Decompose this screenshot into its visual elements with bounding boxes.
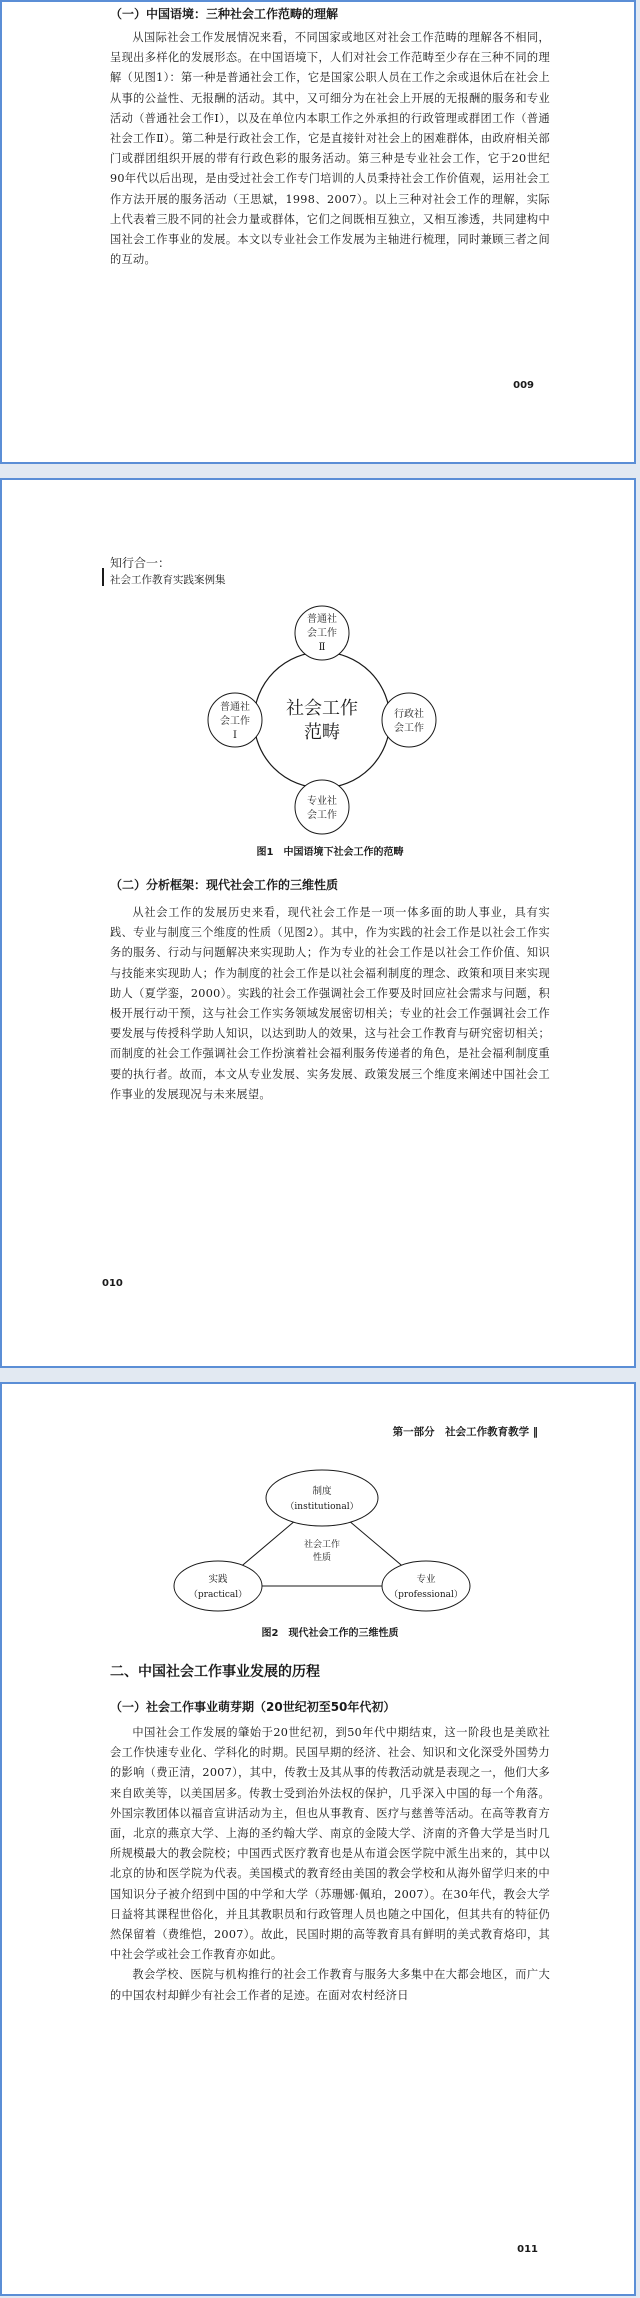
- figure-1-caption: 图1 中国语境下社会工作的范畴: [256, 847, 404, 858]
- chapter-heading: 二、中国社会工作事业发展的历程: [110, 1664, 320, 1680]
- bottom-label-1: 专业社: [307, 796, 337, 807]
- paragraph: 从社会工作的发展历史来看，现代社会工作是一项一体多面的助人事业，具有实践、专业与制度三个维度的性质（见图2）。其中，作为实践的社会工作是以社会工作实务的服务、行动与问题解决来实现助人；作为专业的社会工作是以社会工作价值、知识与技能来实现助人；作为制度的社会工作是以社会福利制度的理念、政策和项目来实现助人（夏学銮，2000）。实践的社会工作强调社会工作要及时回应社会需求与问题，积极开展行动干预，这与社会工作实务领域发展密切相关；专业的社会工作强调社会工作要发展与传授科学助人知识，以达到助人的效果，这与社会工作教育与研究密切相关；而制度的社会工作强调社会工作扮演着社会福利服务传递者的角色，是社会福利制度重要的执行者。故而，本文从专业发展、实务发展、政策发展三个维度来阐述中国社会工作事业的发展现况与未来展望。: [110, 906, 550, 1101]
- right-label-2: 会工作: [394, 723, 424, 734]
- page-011: [0, 1382, 636, 2296]
- top-ellipse: [266, 1470, 378, 1526]
- page-009-body: [110, 4, 550, 270]
- paragraph: 中国社会工作发展的肇始于20世纪初，到50年代中期结束，这一阶段也是美欧社会工作快速专业化、学科化的时期。民国早期的经济、社会、知识和文化深受外国势力的影响（费正清，2007），其中，传教士及其从事的传教活动就是表现之一，他们大多来自欧美等，以美国居多。传教士受到治外法权的保护，几乎深入中国的每一个角落。外国宗教团体以福音宣讲活动为主，但也从事教育、医疗与慈善等活动。在高等教育方面，北京的燕京大学、上海的圣约翰大学、南京的金陵大学、济南的齐鲁大学是当时几所规模最大的教会院校；中国西式医疗教育也是从布道会医学院中派生出来的，其中以北京的协和医学院为代表。美国模式的教育经由美国的教会学校和从海外留学归来的中国知识分子被介绍到中国的中学和大学（苏珊娜·佩珀，2007）。在30年代，教会大学日益将其课程世俗化，并且其教职员和行政管理人员也随之中国化，但其共有的特征仍然保留着（费维恺，2007）。故此，民国时期的高等教育具有鲜明的美式教育烙印，其中社会学或社会工作教育亦如此。: [110, 1726, 550, 1962]
- left-label-1: 普通社: [220, 702, 250, 713]
- running-head: 第一部分 社会工作教育教学 ‖: [392, 1426, 538, 1438]
- running-title: 知行合一：: [110, 556, 171, 570]
- right-label-1: 专业: [416, 1574, 436, 1585]
- page-011-body: [110, 1661, 550, 2006]
- right-label-1: 行政社: [394, 709, 424, 720]
- top-label-2: 会工作: [307, 628, 337, 639]
- figure-2-caption: 图2 现代社会工作的三维性质: [261, 1628, 399, 1639]
- page-010-body: [110, 875, 550, 1105]
- left-label-2: 会工作: [220, 716, 250, 727]
- page-number: 010: [102, 1278, 123, 1289]
- center-label-2: 范畴: [304, 722, 340, 743]
- center-label-2: 性质: [312, 1553, 332, 1563]
- page-010: [0, 478, 636, 1368]
- left-ellipse: [174, 1561, 262, 1611]
- right-circle: [382, 693, 436, 747]
- bottom-label-2: 会工作: [307, 810, 337, 821]
- paragraph: 从国际社会工作发展情况来看，不同国家或地区对社会工作范畴的理解各不相同，呈现出多样化的发展形态。在中国语境下，人们对社会工作范畴至少存在三种不同的理解（见图1）：第一种是普通社会工作，它是国家公职人员在工作之余或退休后在社会上从事的公益性、无报酬的活动。其中，又可细分为在社会上开展的无报酬的服务和专业活动（普通社会工作Ⅰ），以及在单位内本职工作之外承担的行政管理或群团工作（普通社会工作Ⅱ）。第二种是行政社会工作，它是直接针对社会上的困难群体，由政府相关部门或群团组织开展的带有行政色彩的服务活动。第三种是专业社会工作，它于20世纪90年代以后出现，是由受过社会工作专门培训的人员秉持社会工作价值观，运用社会工作方法开展的服务活动（王思斌，1998、2007）。以上三种对社会工作的理解，实际上代表着三股不同的社会力量或群体，它们之间既相互独立，又相互渗透，共同建构中国社会工作事业的发展。本文以专业社会工作发展为主轴进行梳理，同时兼顾三者之间的互动。: [110, 31, 550, 267]
- left-label-2: （practical）: [188, 1590, 248, 1600]
- right-label-2: （professional）: [389, 1590, 463, 1600]
- section-heading: （二）分析框架：现代社会工作的三维性质: [110, 878, 339, 892]
- figure-2-diagram: [172, 1464, 472, 1614]
- section-heading: （一）中国语境：三种社会工作范畴的理解: [110, 7, 339, 21]
- center-label-1: 社会工作: [303, 1540, 341, 1550]
- right-ellipse: [382, 1561, 470, 1611]
- top-label-1: 制度: [312, 1486, 332, 1497]
- page-number: 009: [513, 380, 534, 391]
- figure-1-diagram: [202, 600, 442, 840]
- section-heading: （一）社会工作事业萌芽期（20世纪初至50年代初）: [110, 1700, 396, 1714]
- left-label-3: Ⅰ: [233, 730, 237, 741]
- paragraph: 教会学校、医院与机构推行的社会工作教育与服务大多集中在大都会地区，而广大的中国农村却鲜少有社会工作者的足迹。在面对农村经济日: [110, 1968, 550, 2002]
- top-label-3: Ⅱ: [318, 642, 326, 653]
- bottom-circle: [295, 780, 349, 834]
- running-title-rule: [102, 568, 104, 586]
- center-label-1: 社会工作: [286, 698, 358, 719]
- top-label-2: （institutional）: [285, 1502, 359, 1512]
- top-label-1: 普通社: [307, 614, 337, 625]
- left-label-1: 实践: [208, 1574, 228, 1585]
- running-subtitle: 社会工作教育实践案例集: [110, 574, 226, 586]
- page-number: 011: [517, 2244, 538, 2255]
- center-circle: [254, 652, 390, 788]
- page-009: [0, 0, 636, 464]
